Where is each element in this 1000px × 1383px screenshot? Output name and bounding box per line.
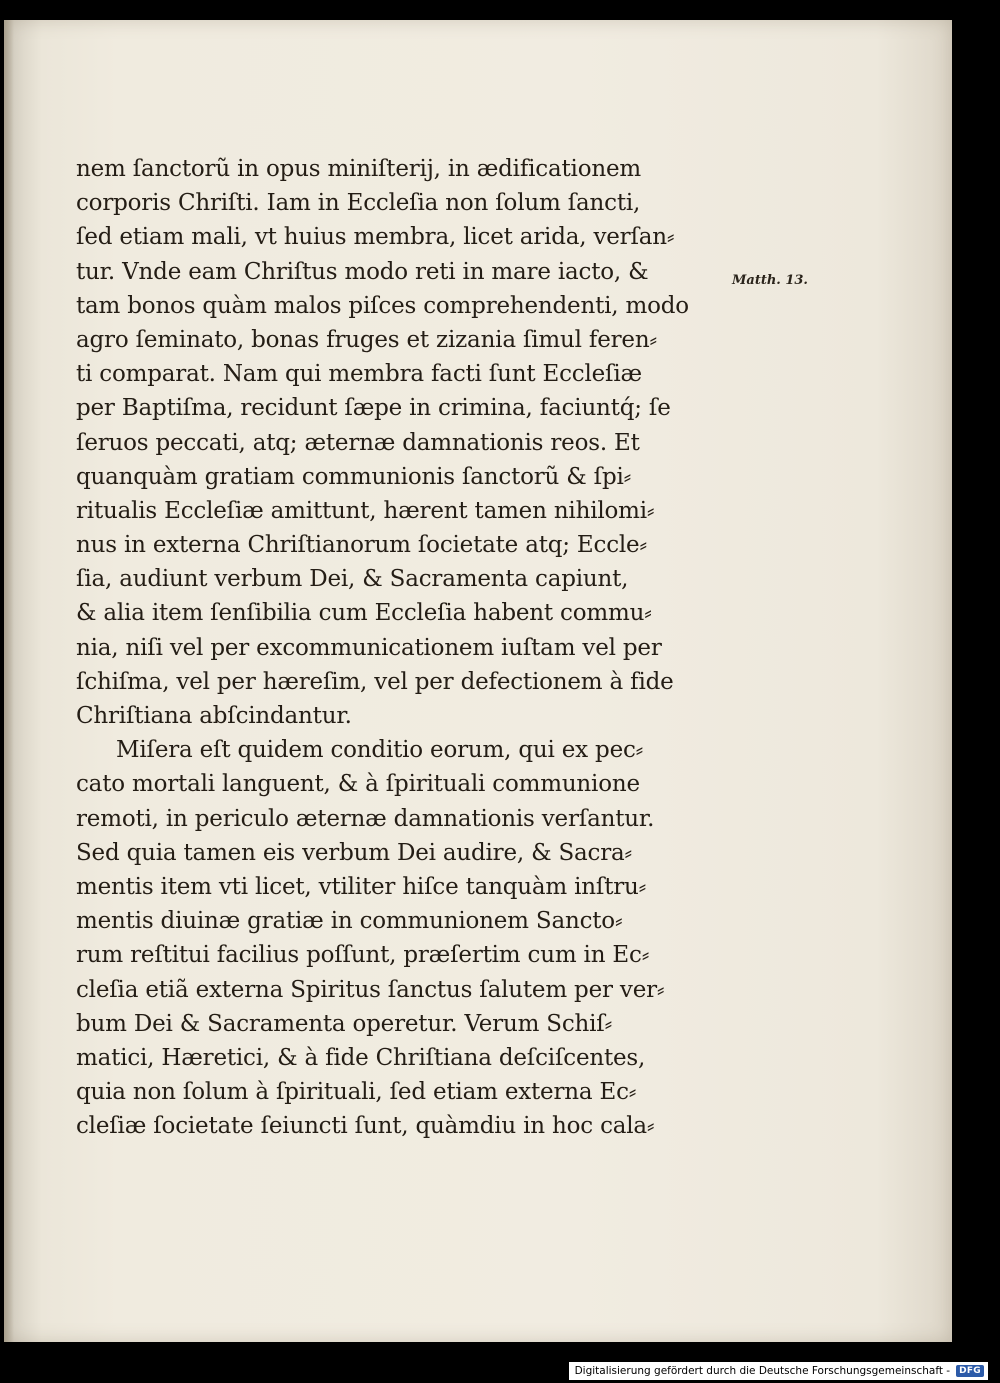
text-line: rum reſtitui facilius poſſunt, præſertim cum in Ec⸗ bbox=[76, 942, 650, 969]
text-line: ſchiſma, vel per hæreſim, vel per defectionem à fide bbox=[76, 668, 674, 695]
text-line: Sed quia tamen eis verbum Dei audire, & Sacra⸗ bbox=[76, 839, 633, 866]
digitization-footer bbox=[569, 1362, 988, 1380]
text-line: bum Dei & Sacramenta operetur. Verum Schiſ⸗ bbox=[76, 1010, 613, 1037]
text-line: Chriſtiana abſcindantur. bbox=[76, 703, 352, 729]
text-line: & alia item ſenſibilia cum Eccleſia habent commu⸗ bbox=[76, 600, 652, 627]
text-line: nem ſanctorũ in opus miniſterij, in ædificationem bbox=[76, 156, 641, 182]
text-line: nus in externa Chriſtianorum ſocietate atq; Eccle⸗ bbox=[76, 532, 647, 559]
text-line: tur. Vnde eam Chriſtus modo reti in mare iacto, & bbox=[76, 258, 649, 285]
text-line: remoti, in periculo æternæ damnationis verſantur. bbox=[76, 805, 655, 832]
text-line: cleſiæ ſocietate ſeiuncti ſunt, quàmdiu in hoc cala⸗ bbox=[76, 1113, 655, 1140]
text-line: nia, niſi vel per excommunicationem iuſtam vel per bbox=[76, 634, 662, 661]
dfg-logo: DFG bbox=[956, 1365, 984, 1377]
text-line: agro ſeminato, bonas fruges et zizania ſimul feren⸗ bbox=[76, 326, 657, 353]
book-page bbox=[4, 20, 952, 1342]
text-line: matici, Hæretici, & à fide Chriſtiana deſciſcentes, bbox=[76, 1044, 646, 1071]
text-line: mentis diuinæ gratiæ in communionem Sancto⸗ bbox=[76, 908, 623, 935]
text-line: cato mortali languent, & à ſpirituali communione bbox=[76, 771, 640, 798]
text-line: ſia, audiunt verbum Dei, & Sacramenta capiunt, bbox=[76, 566, 629, 593]
text-line: quanquàm gratiam communionis ſanctorũ & ſpi⸗ bbox=[76, 463, 632, 490]
text-line: per Baptiſma, recidunt ſæpe in crimina, faciuntq́; ſe bbox=[76, 395, 671, 422]
footer-credit-text: Digitalisierung gefördert durch die Deutsche Forschungsgemeinschaft - bbox=[574, 1365, 951, 1377]
text-line: cleſia etiã externa Spiritus ſanctus ſalutem per ver⸗ bbox=[76, 976, 665, 1003]
body-text bbox=[76, 152, 726, 1143]
page-binding-edge bbox=[4, 20, 14, 1342]
text-line: ſeruos peccati, atq; æternæ damnationis reos. Et bbox=[76, 429, 640, 456]
text-line: tam bonos quàm malos piſces comprehendenti, modo bbox=[76, 292, 689, 319]
text-line: ritualis Eccleſiæ amittunt, hærent tamen nihilomi⸗ bbox=[76, 497, 655, 524]
margin-reference-note: Matth. 13. bbox=[732, 273, 808, 288]
text-line: corporis Chriſti. Iam in Eccleſia non ſolum ſancti, bbox=[76, 190, 641, 217]
text-line: mentis item vti licet, vtiliter hiſce tanquàm inſtru⸗ bbox=[76, 873, 647, 900]
paragraph-start-line: Miſera eſt quidem conditio eorum, qui ex pec⸗ bbox=[116, 737, 644, 764]
text-line: ti comparat. Nam qui membra facti ſunt Eccleſiæ bbox=[76, 361, 642, 388]
text-line: quia non ſolum à ſpirituali, ſed etiam externa Ec⸗ bbox=[76, 1079, 637, 1106]
text-line: ſed etiam mali, vt huius membra, licet arida, verſan⸗ bbox=[76, 224, 675, 251]
